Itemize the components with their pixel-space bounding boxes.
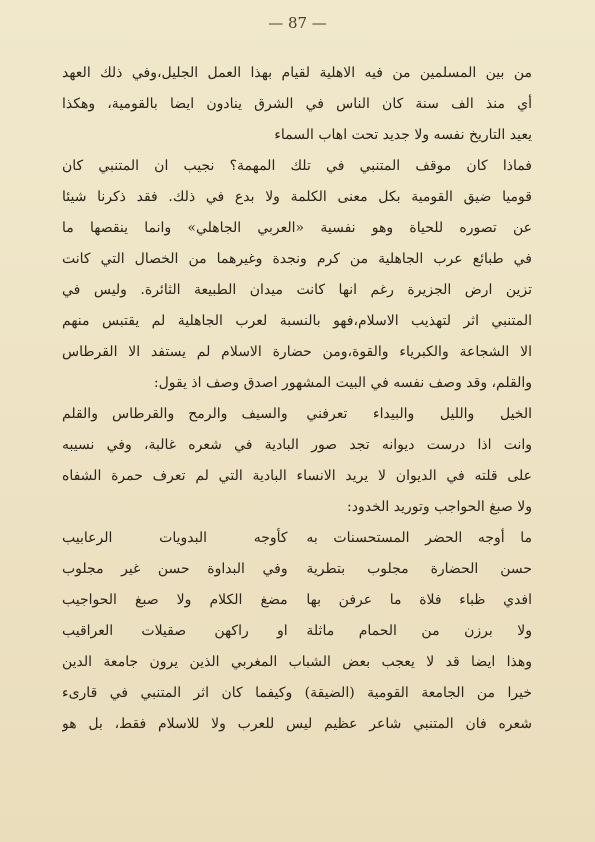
paragraph-1 — [62, 58, 532, 151]
text-line: وهذا ايضا قد لا يعجب بعض الشباب المغربي الذين يرون جامعة الدين — [62, 654, 532, 670]
text-line: أي منذ الف سنة كان الناس في الشرق ينادون ايضا بالقومية، وهكذا — [62, 96, 532, 112]
text-line: في طبائع عرب الجاهلية من كرم ونجدة وغيرهما من الخصال التي كانت — [62, 251, 532, 267]
verse-line — [62, 399, 532, 430]
poem-verse — [62, 616, 532, 647]
verse-second-hemistich: مضغ الكلام ولا صبغ الحواجيب — [62, 592, 288, 608]
verse-second-hemistich: والسيف والرمح والقرطاس والقلم — [62, 406, 288, 422]
page-number: — 87 — — [268, 14, 327, 32]
verse-first-hemistich: حسن الحضارة مجلوب بتطرية — [306, 561, 532, 577]
text-line: يعيد التاريخ نفسه ولا جديد تحت اهاب السماء — [274, 127, 532, 143]
text-line: الا الشجاعة والكبرياء والقوة،ومن حضارة الاسلام لم يستفد الا القرطاس — [62, 344, 532, 360]
verse-second-hemistich: او راكهن صقيلات العراقيب — [62, 623, 288, 639]
paragraph-2 — [62, 151, 532, 399]
verse-second-hemistich: كأوجه البدويات الرعابيب — [62, 530, 288, 546]
body-text — [62, 58, 532, 740]
text-line: قوميا ضيق القومية بكل معنى الكلمة ولا بدع في ذلك. فقد ذكرنا شيئا — [62, 189, 532, 205]
poem-verse — [62, 523, 532, 554]
text-line: المتنبي اثر لتهذيب الاسلام،فهو بالنسبة لعرب الجاهلية لم يقتبس منهم — [62, 313, 532, 329]
text-line: تزين ارض الجزيرة رغم انها كانت ميدان الطبيعة الثائرة. وليس في — [62, 282, 532, 298]
text-line: والقلم، وقد وصف نفسه في البيت المشهور اصدق وصف اذ يقول: — [153, 375, 532, 391]
text-line: على قلته في الديوان لا يريد الانساء البادية التي لم تعرف حمرة الشفاه — [62, 468, 532, 484]
paragraph-3 — [62, 430, 532, 523]
verse-first-hemistich: ولا برزن من الحمام ماثلة — [306, 623, 532, 639]
paragraph-4 — [62, 647, 532, 740]
poem-verse — [62, 554, 532, 585]
text-line: وانت اذا درست ديوانه تجد صور البادية في شعره غالبة، وفي نسيبه — [62, 437, 532, 453]
text-line: من بين المسلمين من فيه الاهلية لقيام بهذا العمل الجليل،وفي ذلك العهد — [62, 65, 532, 81]
poem-verse — [62, 585, 532, 616]
verse-first-hemistich: ما أوجه الحضر المستحسنات به — [306, 530, 532, 546]
verse-second-hemistich: وفي البداوة حسن غير مجلوب — [62, 561, 288, 577]
text-line: خيرا من الجامعة القومية (الضيقة) وكيفما كان اثر المتنبي في قارىء — [62, 685, 532, 701]
text-line: شعره فان المتنبي شاعر عظيم ليس للعرب ولا للاسلام فقط، بل هو — [62, 716, 532, 732]
text-line: عن تصوره للحياة وهو نفسية «العربي الجاهلي» وانما ينقصها ما — [62, 220, 532, 236]
verse-first-hemistich: افدي ظباء فلاة ما عرفن بها — [306, 592, 532, 608]
verse-first-hemistich: الخيل والليل والبيداء تعرفني — [306, 406, 532, 422]
text-line: فماذا كان موقف المتنبي في تلك المهمة؟ نجيب ان المتنبي كان — [62, 158, 532, 174]
text-line: ولا صبغ الحواجب وتوريد الخدود: — [347, 499, 532, 515]
poem — [62, 523, 532, 647]
